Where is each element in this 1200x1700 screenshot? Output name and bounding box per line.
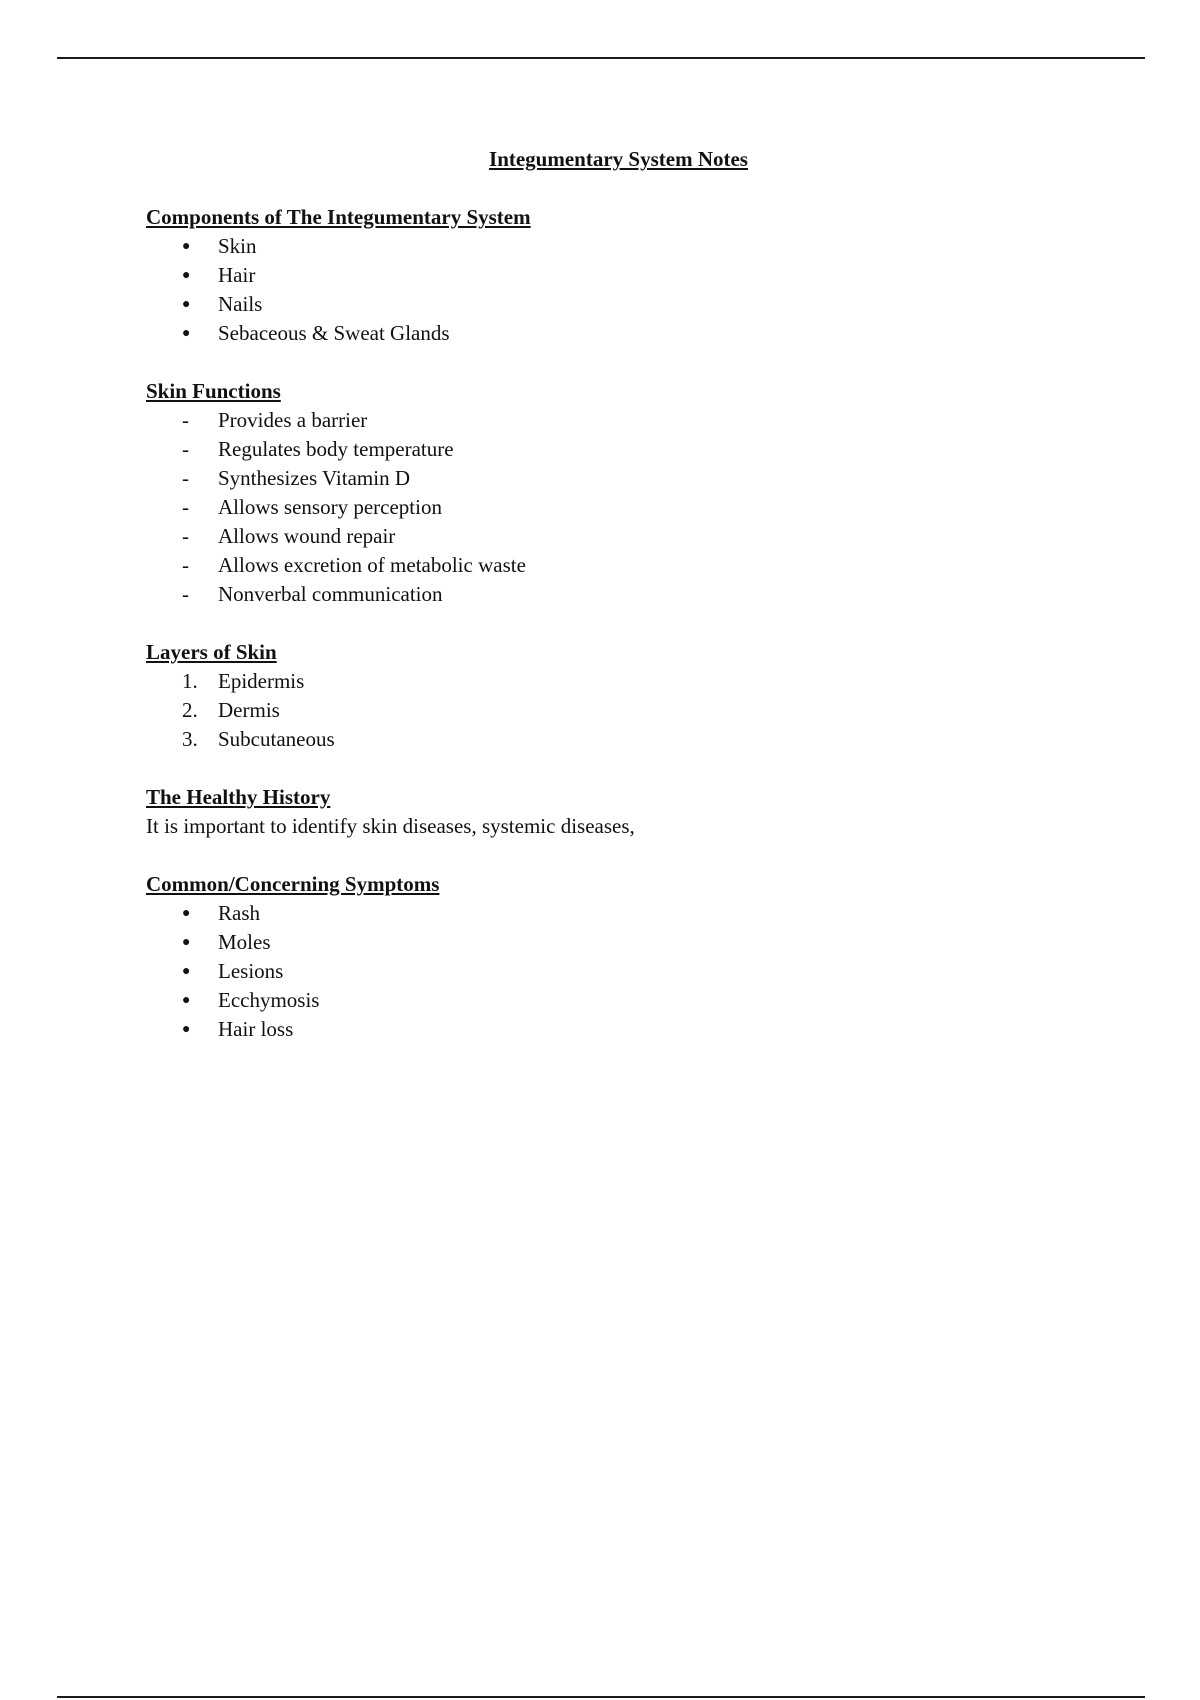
bullet-marker: ● bbox=[182, 935, 191, 950]
bullet-marker: ● bbox=[182, 993, 191, 1008]
list-item bbox=[146, 957, 1106, 986]
dash-marker: - bbox=[182, 466, 189, 490]
list-item-text: Synthesizes Vitamin D bbox=[218, 466, 411, 490]
list-item bbox=[146, 406, 1106, 435]
list-item bbox=[146, 725, 1106, 754]
bullet-marker: ● bbox=[182, 906, 191, 921]
list-item-text: Allows wound repair bbox=[218, 524, 396, 548]
list-item-text: Nails bbox=[218, 292, 263, 316]
list-item bbox=[146, 580, 1106, 609]
list-item bbox=[146, 1015, 1106, 1044]
dash-marker: - bbox=[182, 553, 189, 577]
bullet-marker: ● bbox=[182, 1022, 191, 1037]
list-item-text: Regulates body temperature bbox=[218, 437, 454, 461]
section-heading: The Healthy History bbox=[146, 785, 331, 809]
list-item-text: Subcutaneous bbox=[218, 727, 335, 751]
section-heading: Components of The Integumentary System bbox=[146, 205, 531, 229]
list-item-text: Hair bbox=[218, 263, 256, 287]
list-item-text: Nonverbal communication bbox=[218, 582, 443, 606]
list-item-text: Rash bbox=[218, 901, 260, 925]
bullet-list bbox=[146, 899, 1106, 1044]
document-body bbox=[146, 203, 1106, 1073]
list-item bbox=[146, 667, 1106, 696]
list-item-text: Epidermis bbox=[218, 669, 305, 693]
dash-list bbox=[146, 406, 1106, 609]
bullet-marker: ● bbox=[182, 297, 191, 312]
bullet-marker: ● bbox=[182, 326, 191, 341]
list-item-text: Sebaceous & Sweat Glands bbox=[218, 321, 450, 345]
list-item-text: Provides a barrier bbox=[218, 408, 368, 432]
list-item-text: Ecchymosis bbox=[218, 988, 320, 1012]
dash-marker: - bbox=[182, 524, 189, 548]
list-item bbox=[146, 261, 1106, 290]
number-marker: 1. bbox=[182, 669, 198, 693]
bullet-marker: ● bbox=[182, 239, 191, 254]
section-heading: Common/Concerning Symptoms bbox=[146, 872, 440, 896]
list-item-text: Dermis bbox=[218, 698, 280, 722]
number-marker: 2. bbox=[182, 698, 198, 722]
list-item bbox=[146, 319, 1106, 348]
bullet-list bbox=[146, 232, 1106, 348]
dash-marker: - bbox=[182, 437, 189, 461]
top-rule bbox=[57, 57, 1145, 59]
list-item-text: Lesions bbox=[218, 959, 284, 983]
list-item-text: Skin bbox=[218, 234, 257, 258]
bullet-marker: ● bbox=[182, 964, 191, 979]
section-healthy-history bbox=[146, 783, 1106, 841]
list-item bbox=[146, 290, 1106, 319]
list-item bbox=[146, 986, 1106, 1015]
section-heading: Layers of Skin bbox=[146, 640, 277, 664]
section-heading: Skin Functions bbox=[146, 379, 281, 403]
dash-marker: - bbox=[182, 408, 189, 432]
section-components bbox=[146, 203, 1106, 348]
dash-marker: - bbox=[182, 582, 189, 606]
list-item-text: Allows sensory perception bbox=[218, 495, 442, 519]
list-item bbox=[146, 696, 1106, 725]
section-common-symptoms bbox=[146, 870, 1106, 1044]
list-item-text: Moles bbox=[218, 930, 271, 954]
list-item bbox=[146, 551, 1106, 580]
list-item bbox=[146, 232, 1106, 261]
list-item bbox=[146, 493, 1106, 522]
section-layers-of-skin bbox=[146, 638, 1106, 754]
numbered-list bbox=[146, 667, 1106, 754]
list-item-text: Allows excretion of metabolic waste bbox=[218, 553, 526, 577]
list-item bbox=[146, 899, 1106, 928]
paragraph: It is important to identify skin diseases, systemic diseases, bbox=[146, 814, 635, 838]
list-item bbox=[146, 522, 1106, 551]
bottom-rule bbox=[57, 1696, 1145, 1698]
section-skin-functions bbox=[146, 377, 1106, 609]
dash-marker: - bbox=[182, 495, 189, 519]
number-marker: 3. bbox=[182, 727, 198, 751]
list-item bbox=[146, 464, 1106, 493]
list-item-text: Hair loss bbox=[218, 1017, 294, 1041]
list-item bbox=[146, 928, 1106, 957]
bullet-marker: ● bbox=[182, 268, 191, 283]
list-item bbox=[146, 435, 1106, 464]
document-title: Integumentary System Notes bbox=[489, 147, 748, 171]
